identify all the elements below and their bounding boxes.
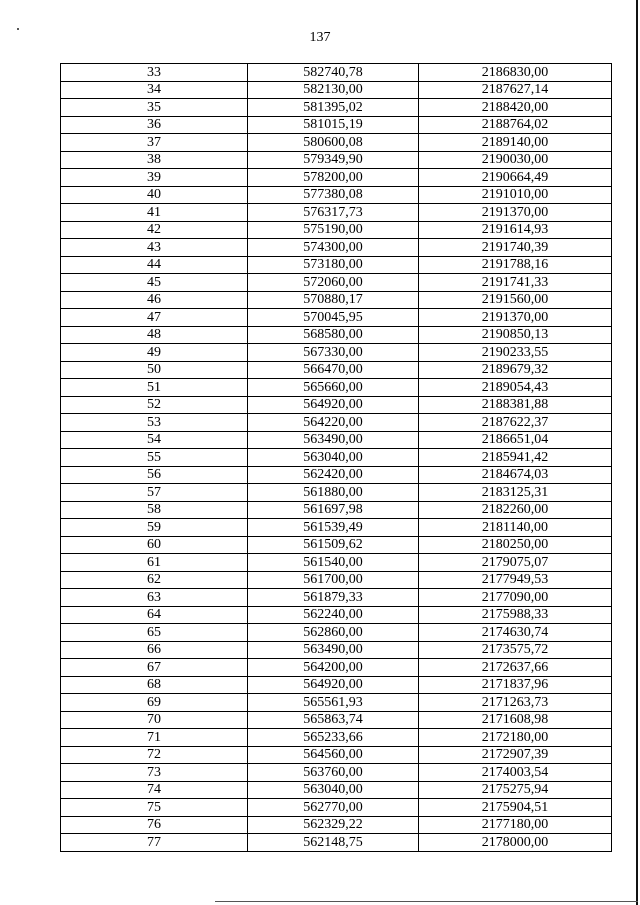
table-row [61,134,612,152]
x-coordinate-cell: 572060,00 [248,274,419,292]
point-number-cell: 65 [61,624,248,642]
x-coordinate-cell: 561509,62 [248,536,419,554]
x-coordinate-cell: 565233,66 [248,729,419,747]
table-row [61,554,612,572]
point-number-cell: 72 [61,746,248,764]
x-coordinate-cell: 563040,00 [248,449,419,467]
x-coordinate-cell: 565863,74 [248,711,419,729]
y-coordinate-cell: 2188764,02 [419,116,612,134]
table-row [61,449,612,467]
x-coordinate-cell: 564220,00 [248,414,419,432]
y-coordinate-cell: 2171608,98 [419,711,612,729]
table-row [61,239,612,257]
x-coordinate-cell: 564920,00 [248,396,419,414]
point-number-cell: 56 [61,466,248,484]
table-row [61,221,612,239]
page-number: 137 [309,30,331,45]
table-row [61,99,612,117]
y-coordinate-cell: 2190030,00 [419,151,612,169]
point-number-cell: 49 [61,344,248,362]
y-coordinate-cell: 2185941,42 [419,449,612,467]
x-coordinate-cell: 580600,08 [248,134,419,152]
table-row [61,659,612,677]
x-coordinate-cell: 561879,33 [248,589,419,607]
point-number-cell: 60 [61,536,248,554]
point-number-cell: 39 [61,169,248,187]
table-row [61,64,612,82]
x-coordinate-cell: 561540,00 [248,554,419,572]
y-coordinate-cell: 2188381,88 [419,396,612,414]
point-number-cell: 61 [61,554,248,572]
table-row [61,204,612,222]
point-number-cell: 36 [61,116,248,134]
point-number-cell: 63 [61,589,248,607]
table-row [61,834,612,852]
y-coordinate-cell: 2177949,53 [419,571,612,589]
table-row [61,711,612,729]
y-coordinate-cell: 2180250,00 [419,536,612,554]
table-row [61,466,612,484]
point-number-cell: 52 [61,396,248,414]
table-row [61,589,612,607]
x-coordinate-cell: 563490,00 [248,641,419,659]
y-coordinate-cell: 2175275,94 [419,781,612,799]
y-coordinate-cell: 2171263,73 [419,694,612,712]
x-coordinate-cell: 575190,00 [248,221,419,239]
y-coordinate-cell: 2187622,37 [419,414,612,432]
x-coordinate-cell: 564560,00 [248,746,419,764]
point-number-cell: 58 [61,501,248,519]
point-number-cell: 33 [61,64,248,82]
table-row [61,431,612,449]
table-row [61,799,612,817]
table-row [61,291,612,309]
point-number-cell: 47 [61,309,248,327]
y-coordinate-cell: 2179075,07 [419,554,612,572]
table-row [61,746,612,764]
table-row [61,151,612,169]
point-number-cell: 45 [61,274,248,292]
y-coordinate-cell: 2174630,74 [419,624,612,642]
scan-border-right [636,0,638,905]
y-coordinate-cell: 2184674,03 [419,466,612,484]
y-coordinate-cell: 2172180,00 [419,729,612,747]
y-coordinate-cell: 2175988,33 [419,606,612,624]
point-number-cell: 37 [61,134,248,152]
table-row [61,116,612,134]
x-coordinate-cell: 582130,00 [248,81,419,99]
table-row [61,274,612,292]
y-coordinate-cell: 2190233,55 [419,344,612,362]
x-coordinate-cell: 565660,00 [248,379,419,397]
table-row [61,519,612,537]
x-coordinate-cell: 581015,19 [248,116,419,134]
point-number-cell: 66 [61,641,248,659]
point-number-cell: 64 [61,606,248,624]
y-coordinate-cell: 2182260,00 [419,501,612,519]
point-number-cell: 43 [61,239,248,257]
x-coordinate-cell: 562148,75 [248,834,419,852]
x-coordinate-cell: 573180,00 [248,256,419,274]
x-coordinate-cell: 566470,00 [248,361,419,379]
x-coordinate-cell: 563490,00 [248,431,419,449]
x-coordinate-cell: 562240,00 [248,606,419,624]
table-row [61,344,612,362]
table-row [61,816,612,834]
table-row [61,379,612,397]
y-coordinate-cell: 2186830,00 [419,64,612,82]
y-coordinate-cell: 2181140,00 [419,519,612,537]
table-row [61,536,612,554]
y-coordinate-cell: 2173575,72 [419,641,612,659]
x-coordinate-cell: 568580,00 [248,326,419,344]
y-coordinate-cell: 2191560,00 [419,291,612,309]
point-number-cell: 40 [61,186,248,204]
y-coordinate-cell: 2172637,66 [419,659,612,677]
x-coordinate-cell: 561539,49 [248,519,419,537]
table-row [61,361,612,379]
point-number-cell: 67 [61,659,248,677]
point-number-cell: 76 [61,816,248,834]
table-row [61,624,612,642]
y-coordinate-cell: 2177090,00 [419,589,612,607]
point-number-cell: 38 [61,151,248,169]
table-row [61,256,612,274]
y-coordinate-cell: 2189679,32 [419,361,612,379]
x-coordinate-cell: 579349,90 [248,151,419,169]
point-number-cell: 44 [61,256,248,274]
coordinates-table-body [61,64,612,852]
x-coordinate-cell: 561880,00 [248,484,419,502]
table-row [61,484,612,502]
y-coordinate-cell: 2190850,13 [419,326,612,344]
point-number-cell: 55 [61,449,248,467]
y-coordinate-cell: 2183125,31 [419,484,612,502]
x-coordinate-cell: 574300,00 [248,239,419,257]
point-number-cell: 74 [61,781,248,799]
scan-border-bottom [215,901,638,902]
y-coordinate-cell: 2191740,39 [419,239,612,257]
x-coordinate-cell: 564920,00 [248,676,419,694]
table-row [61,781,612,799]
table-row [61,501,612,519]
point-number-cell: 77 [61,834,248,852]
point-number-cell: 46 [61,291,248,309]
table-row [61,571,612,589]
x-coordinate-cell: 581395,02 [248,99,419,117]
table-row [61,396,612,414]
y-coordinate-cell: 2191370,00 [419,204,612,222]
y-coordinate-cell: 2175904,51 [419,799,612,817]
x-coordinate-cell: 562770,00 [248,799,419,817]
y-coordinate-cell: 2191741,33 [419,274,612,292]
table-row [61,326,612,344]
y-coordinate-cell: 2188420,00 [419,99,612,117]
point-number-cell: 53 [61,414,248,432]
point-number-cell: 42 [61,221,248,239]
x-coordinate-cell: 570880,17 [248,291,419,309]
point-number-cell: 48 [61,326,248,344]
y-coordinate-cell: 2171837,96 [419,676,612,694]
x-coordinate-cell: 576317,73 [248,204,419,222]
table-row [61,764,612,782]
x-coordinate-cell: 562860,00 [248,624,419,642]
point-number-cell: 68 [61,676,248,694]
y-coordinate-cell: 2174003,54 [419,764,612,782]
coordinates-table [60,63,612,852]
y-coordinate-cell: 2177180,00 [419,816,612,834]
x-coordinate-cell: 578200,00 [248,169,419,187]
y-coordinate-cell: 2191614,93 [419,221,612,239]
point-number-cell: 41 [61,204,248,222]
x-coordinate-cell: 561697,98 [248,501,419,519]
y-coordinate-cell: 2191370,00 [419,309,612,327]
point-number-cell: 54 [61,431,248,449]
x-coordinate-cell: 564200,00 [248,659,419,677]
x-coordinate-cell: 563040,00 [248,781,419,799]
y-coordinate-cell: 2178000,00 [419,834,612,852]
x-coordinate-cell: 570045,95 [248,309,419,327]
y-coordinate-cell: 2186651,04 [419,431,612,449]
x-coordinate-cell: 577380,08 [248,186,419,204]
x-coordinate-cell: 562420,00 [248,466,419,484]
table-row [61,676,612,694]
table-row [61,694,612,712]
y-coordinate-cell: 2190664,49 [419,169,612,187]
x-coordinate-cell: 582740,78 [248,64,419,82]
table-row [61,309,612,327]
table-row [61,186,612,204]
point-number-cell: 59 [61,519,248,537]
y-coordinate-cell: 2187627,14 [419,81,612,99]
y-coordinate-cell: 2191010,00 [419,186,612,204]
x-coordinate-cell: 563760,00 [248,764,419,782]
y-coordinate-cell: 2189140,00 [419,134,612,152]
point-number-cell: 51 [61,379,248,397]
x-coordinate-cell: 565561,93 [248,694,419,712]
point-number-cell: 34 [61,81,248,99]
point-number-cell: 57 [61,484,248,502]
point-number-cell: 50 [61,361,248,379]
point-number-cell: 71 [61,729,248,747]
x-coordinate-cell: 567330,00 [248,344,419,362]
table-row [61,169,612,187]
point-number-cell: 75 [61,799,248,817]
table-row [61,729,612,747]
table-row [61,414,612,432]
table-row [61,606,612,624]
point-number-cell: 73 [61,764,248,782]
y-coordinate-cell: 2191788,16 [419,256,612,274]
point-number-cell: 62 [61,571,248,589]
x-coordinate-cell: 561700,00 [248,571,419,589]
point-number-cell: 35 [61,99,248,117]
point-number-cell: 69 [61,694,248,712]
x-coordinate-cell: 562329,22 [248,816,419,834]
point-number-cell: 70 [61,711,248,729]
table-row [61,641,612,659]
table-row [61,81,612,99]
y-coordinate-cell: 2172907,39 [419,746,612,764]
y-coordinate-cell: 2189054,43 [419,379,612,397]
